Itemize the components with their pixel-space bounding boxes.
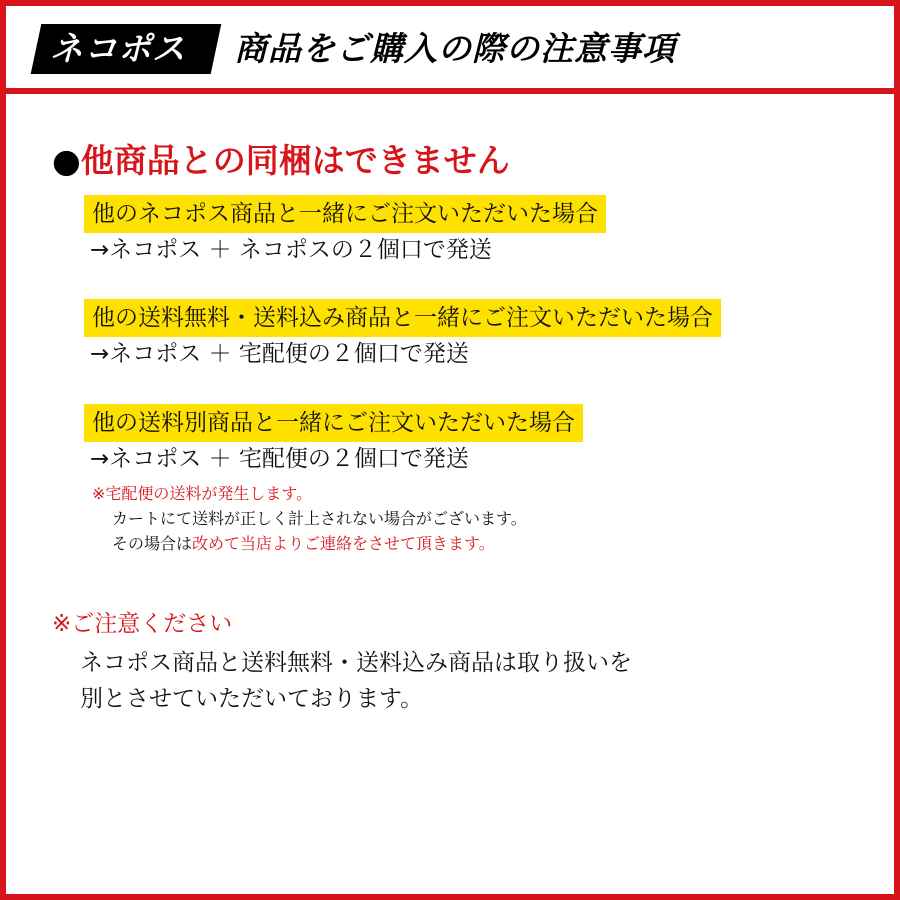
case-3-title: 他の送料別商品と一緒にご注文いただいた場合	[84, 404, 583, 442]
caution-line-1: ネコポス商品と送料無料・送料込み商品は取り扱いを	[80, 650, 632, 676]
cart-fee-notice: カートにて送料が正しく計上されない場合がございます。	[112, 509, 527, 528]
page-title: 商品をご購入の際の注意事項	[234, 29, 676, 68]
bundling-notice-text: 他商品との同梱はできません	[80, 141, 510, 180]
contact-notice-prefix: その場合は	[112, 534, 193, 553]
bullet-icon: ●	[52, 141, 81, 180]
contact-notice-emphasis: 改めて当店よりご連絡をさせて頂きます。	[192, 534, 495, 553]
case-1-result: →ネコポス ＋ ネコポスの２個口で発送	[90, 237, 492, 263]
case-2-title: 他の送料無料・送料込み商品と一緒にご注文いただいた場合	[84, 299, 721, 337]
shipping-fee-warning: ※宅配便の送料が発生します。	[92, 484, 313, 503]
case-1-title: 他のネコポス商品と一緒にご注文いただいた場合	[84, 195, 606, 233]
caution-line-2: 別とさせていただいております。	[80, 686, 424, 712]
caution-heading: ※ご注意ください	[52, 611, 233, 637]
case-2-result: →ネコポス ＋ 宅配便の２個口で発送	[90, 341, 469, 367]
shipping-method-badge: ネコポス	[50, 29, 186, 68]
bundling-notice-heading	[52, 140, 510, 182]
case-3-result: →ネコポス ＋ 宅配便の２個口で発送	[90, 446, 469, 472]
contact-notice	[112, 531, 495, 557]
header-banner	[6, 6, 894, 94]
